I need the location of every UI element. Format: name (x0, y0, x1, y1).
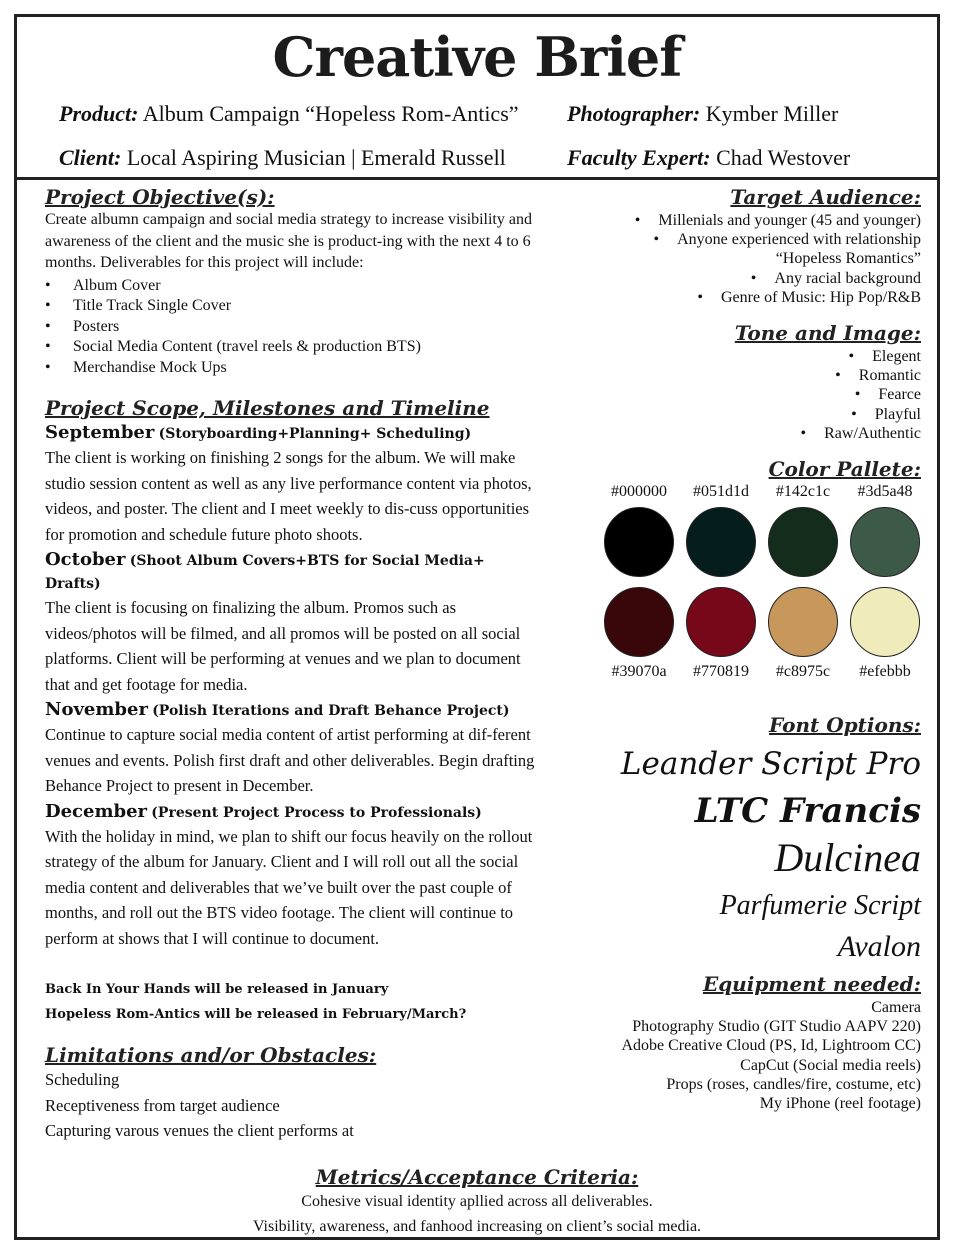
swatch-hex: #3d5a48 (857, 483, 913, 501)
color-swatch (603, 587, 675, 681)
faculty-expert-value: Chad Westover (716, 145, 851, 170)
swatch-hex: #142c1c (775, 483, 831, 501)
objective-text: Create albumn campaign and social media strategy to increase visibility and awareness of the client and the music she is product-ing with the next 4 to 6 months. Deliverables for this project will include: (45, 211, 532, 271)
limitation-item: Capturing varous venues the client performs at (45, 1121, 354, 1140)
color-swatch (767, 587, 839, 681)
swatch-circle (850, 587, 920, 657)
equipment-item: My iPhone (reel footage) (759, 1095, 921, 1113)
audience-item: • Genre of Music: Hip Pop/R&B (581, 288, 921, 307)
target-audience-list (581, 211, 921, 307)
swatch-circle (604, 587, 674, 657)
creative-brief-page (14, 14, 940, 1240)
tone-item: • Raw/Authentic (581, 424, 921, 443)
swatch-circle (850, 507, 920, 577)
tone-section (581, 321, 921, 443)
limitations-heading: Limitations and/or Obstacles: (45, 1043, 377, 1067)
tone-item: • Playful (581, 405, 921, 424)
client-line (59, 145, 506, 171)
client-value: Local Aspiring Musician | Emerald Russell (126, 145, 506, 170)
tone-list (581, 347, 921, 443)
month-name: October (45, 549, 126, 570)
release-notes (45, 977, 545, 1027)
swatch-hex: #39070a (611, 663, 667, 681)
color-swatch (603, 483, 675, 577)
metric-item: Cohesive visual identity apllied across all deliverables. (301, 1193, 653, 1210)
metrics-heading: Metrics/Acceptance Criteria: (315, 1165, 639, 1189)
brief-header (17, 17, 937, 180)
target-audience-heading: Target Audience: (730, 185, 921, 209)
equipment-item: Props (roses, candles/fire, costume, etc) (666, 1075, 921, 1093)
month-heading-september (45, 422, 545, 445)
deliverables-list (45, 276, 545, 379)
client-label: Client: (59, 145, 122, 170)
font-sample: Dulcinea (774, 835, 921, 881)
equipment-item: CapCut (Social media reels) (740, 1056, 921, 1074)
tone-item: • Elegent (581, 347, 921, 366)
faculty-expert-label: Faculty Expert: (567, 145, 711, 170)
scope-section (45, 396, 545, 1027)
deliverable-item: • Posters (45, 317, 545, 338)
font-sample: Avalon (837, 930, 921, 964)
swatch-hex: #c8975c (775, 663, 831, 681)
swatch-hex: #efebbb (859, 663, 911, 681)
color-swatch (767, 483, 839, 577)
left-column (45, 185, 545, 1144)
swatch-hex: #051d1d (693, 483, 749, 501)
audience-item: • Anyone experienced with relationship (581, 230, 921, 249)
product-value: Album Campaign “Hopeless Rom-Antics” (142, 101, 519, 126)
font-sample: LTC Francis (694, 791, 921, 832)
month-text-november: Continue to capture social media content of artist performing at dif-ferent venues and events. Polish first draft and other deliverables. Begin drafting Behance Project to present in December. (45, 725, 535, 795)
metric-item: Visibility, awareness, and fanhood increasing on client’s social media. (252, 1218, 702, 1235)
metrics-section (17, 1165, 937, 1239)
month-text-october: The client is focusing on finalizing the album. Promos such as videos/photos will be filmed, and all promos will be posted on all social platforms. Client will be performing at venues and we plan to document that and get footage for media. (45, 598, 521, 694)
limitations-section (45, 1043, 545, 1144)
color-swatch (685, 483, 757, 577)
month-heading-october (45, 549, 545, 595)
tone-item: • Fearce (581, 385, 921, 404)
photographer-value: Kymber Miller (705, 101, 839, 126)
swatch-circle (768, 507, 838, 577)
equipment-section (581, 972, 921, 1113)
equipment-item: Camera (871, 999, 921, 1017)
audience-item: • Millenials and younger (45 and younger) (581, 211, 921, 230)
month-name: December (45, 800, 148, 822)
font-sample: Leander Script Pro (620, 746, 921, 783)
font-options-section (581, 713, 921, 962)
page-title: Creative Brief (272, 25, 682, 89)
deliverable-item: • Merchandise Mock Ups (45, 358, 545, 379)
month-text-december: With the holiday in mind, we plan to shift our focus heavily on the rollout strategy of the album for January. Client and I will roll out all the social media content and deliverables that we’ve built over the past couple of months, and roll out the BTS video footage. The client will continue to perform at shows that I will continue to document. (45, 826, 533, 948)
month-subtitle: (Polish Iterations and Draft Behance Project) (152, 703, 510, 719)
deliverable-item: • Social Media Content (travel reels & production BTS) (45, 337, 545, 358)
font-sample: Parfumerie Script (719, 890, 921, 922)
release-note: Back In Your Hands will be released in January (45, 982, 389, 997)
tone-heading: Tone and Image: (734, 321, 921, 346)
swatch-circle (686, 507, 756, 577)
photographer-line (567, 101, 838, 127)
swatch-circle (686, 587, 756, 657)
equipment-heading: Equipment needed: (702, 972, 921, 997)
swatch-hex: #000000 (611, 483, 667, 501)
release-note: Hopeless Rom-Antics will be released in February/March? (45, 1007, 467, 1022)
month-subtitle: (Storyboarding+Planning+ Scheduling) (158, 426, 472, 442)
month-text-september: The client is working on finishing 2 songs for the album. We will make studio session content as well as any live performance content via photos, videos, and poster. The client and I meet weekly to dis-cuss opportunities for promotion and schedule future photo shoots. (45, 448, 532, 544)
month-subtitle: (Present Project Process to Professionals) (151, 804, 482, 821)
month-subtitle: (Shoot Album Covers+BTS for Social Media+ Drafts) (45, 553, 485, 592)
color-swatch (685, 587, 757, 681)
right-column (581, 185, 921, 1113)
month-name: November (45, 699, 148, 720)
audience-item-continuation: “Hopeless Romantics” (775, 250, 921, 268)
equipment-item: Adobe Creative Cloud (PS, Id, Lightroom CC) (621, 1037, 921, 1055)
color-palette (581, 483, 921, 709)
swatch-circle (604, 507, 674, 577)
swatch-hex: #770819 (693, 663, 749, 681)
month-name: September (45, 422, 155, 443)
month-heading-december (45, 801, 545, 824)
deliverable-item: • Title Track Single Cover (45, 296, 545, 317)
swatch-circle (768, 587, 838, 657)
limitation-item: Receptiveness from target audience (45, 1095, 280, 1115)
photographer-label: Photographer: (567, 101, 701, 126)
color-swatch (849, 587, 921, 681)
color-swatch (849, 483, 921, 577)
palette-section (581, 457, 921, 709)
equipment-item: Photography Studio (GIT Studio AAPV 220) (632, 1018, 921, 1036)
product-label: Product: (59, 101, 139, 126)
tone-item: • Romantic (581, 366, 921, 385)
audience-item: • Any racial background (581, 269, 921, 288)
font-options-heading: Font Options: (769, 713, 921, 738)
palette-heading: Color Pallete: (768, 457, 921, 482)
limitation-item: Scheduling (45, 1070, 120, 1089)
scope-heading: Project Scope, Milestones and Timeline (45, 396, 490, 420)
product-line (59, 101, 519, 127)
faculty-expert-line (567, 145, 850, 171)
objective-heading: Project Objective(s): (45, 185, 275, 209)
month-heading-november (45, 699, 545, 722)
deliverable-item: • Album Cover (45, 276, 545, 297)
